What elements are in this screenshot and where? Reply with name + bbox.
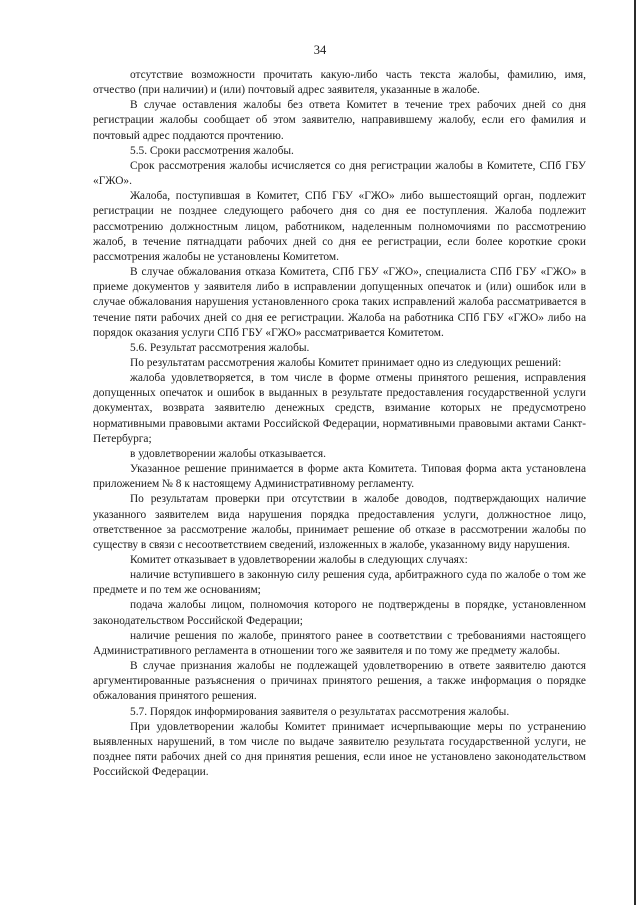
paragraph: В случае обжалования отказа Комитета, СПб ГБУ «ГЖО», специалиста СПб ГБУ «ГЖО» в приеме документов у заявителя либо в исправлении допущенных опечаток и (или) ошибок или в случае обжалования нарушения установленного срока таких исправлений жалоба рассматривается в течение пяти рабочих дней со дня ее регистрации. Жалоба на работника СПб ГБУ «ГЖО» либо на порядок оказания услуги СПб ГБУ «ГЖО» рассматривается Комитетом. [93, 266, 586, 339]
paragraph: В случае признания жалобы не подлежащей удовлетворению в ответе заявителю даются аргументированные разъяснения о причинах принятого решения, а также информация о порядке обжалования принятого решения. [93, 660, 586, 703]
document-body [93, 68, 586, 780]
section-heading: 5.6. Результат рассмотрения жалобы. [130, 341, 310, 354]
paragraph: В случае оставления жалобы без ответа Комитет в течение трех рабочих дней со дня регистрации жалобы сообщает об этом заявителю, направившему жалобу, если его фамилия и почтовый адрес поддаются прочтению. [93, 99, 586, 142]
paragraph: Срок рассмотрения жалобы исчисляется со дня регистрации жалобы в Комитете, СПб ГБУ «ГЖО». [93, 159, 586, 188]
paragraph: При удовлетворении жалобы Комитет принимает исчерпывающие меры по устранению выявленных нарушений, в том числе по выдаче заявителю результата государственной услуги, не позднее пяти рабочих дней со дня принятия решения, если иное не установлено законодательством Российской Федерации. [93, 720, 586, 779]
paragraph: По результатам рассмотрения жалобы Комитет принимает одно из следующих решений: [130, 356, 562, 369]
section-heading: 5.7. Порядок информирования заявителя о результатах рассмотрения жалобы. [130, 705, 510, 718]
paragraph: наличие вступившего в законную силу решения суда, арбитражного суда по жалобе о том же предмете и по тем же основаниям; [93, 569, 586, 597]
page-number: 34 [313, 43, 327, 57]
paragraph: Указанное решение принимается в форме акта Комитета. Типовая форма акта установлена приложением № 8 к настоящему Административному регламенту. [93, 463, 586, 491]
section-heading: 5.5. Сроки рассмотрения жалобы. [130, 144, 294, 157]
paragraph: подача жалобы лицом, полномочия которого не подтверждены в порядке, установленном законодательством Российской Федерации; [93, 599, 586, 627]
paragraph: Жалоба, поступившая в Комитет, СПб ГБУ «ГЖО» либо вышестоящий орган, подлежит регистрации не позднее следующего рабочего дня со дня ее поступления. Жалоба подлежит рассмотрению должностным лицом, работником, наделенным полномочиями по рассмотрению жалоб, в течение пятнадцати рабочих дней со дня ее регистрации, если более короткие сроки рассмотрения жалобы не установлены Комитетом. [93, 190, 586, 263]
paragraph: По результатам проверки при отсутствии в жалобе доводов, подтверждающих наличие указанного заявителем вида нарушения порядка предоставления услуги, должностное лицо, ответственное за рассмотрение жалобы, принимает решение об отказе в рассмотрении жалобы по существу в связи с несоответствием сведений, изложенных в жалобе, указанному виду нарушения. [93, 493, 586, 551]
paragraph: Комитет отказывает в удовлетворении жалобы в следующих случаях: [130, 554, 468, 566]
paragraph: жалоба удовлетворяется, в том числе в форме отмены принятого решения, исправления допущенных опечаток и ошибок в выданных в результате предоставления государственной услуги документах, возврата заявителю денежных средств, взимание которых не предусмотрено нормативными правовыми актами Российской Федерации, нормативными правовыми актами Санкт-Петербурга; [93, 372, 586, 445]
paragraph: отсутствие возможности прочитать какую-либо часть текста жалобы, фамилию, имя, отчество (при наличии) и (или) почтовый адрес заявителя, указанные в жалобе. [93, 69, 586, 97]
paragraph: в удовлетворении жалобы отказывается. [130, 447, 326, 460]
paragraph: наличие решения по жалобе, принятого ранее в соответствии с требованиями настоящего Административного регламента в отношении того же заявителя и по тому же предмету жалобы. [93, 629, 586, 657]
page-edge [634, 0, 636, 905]
